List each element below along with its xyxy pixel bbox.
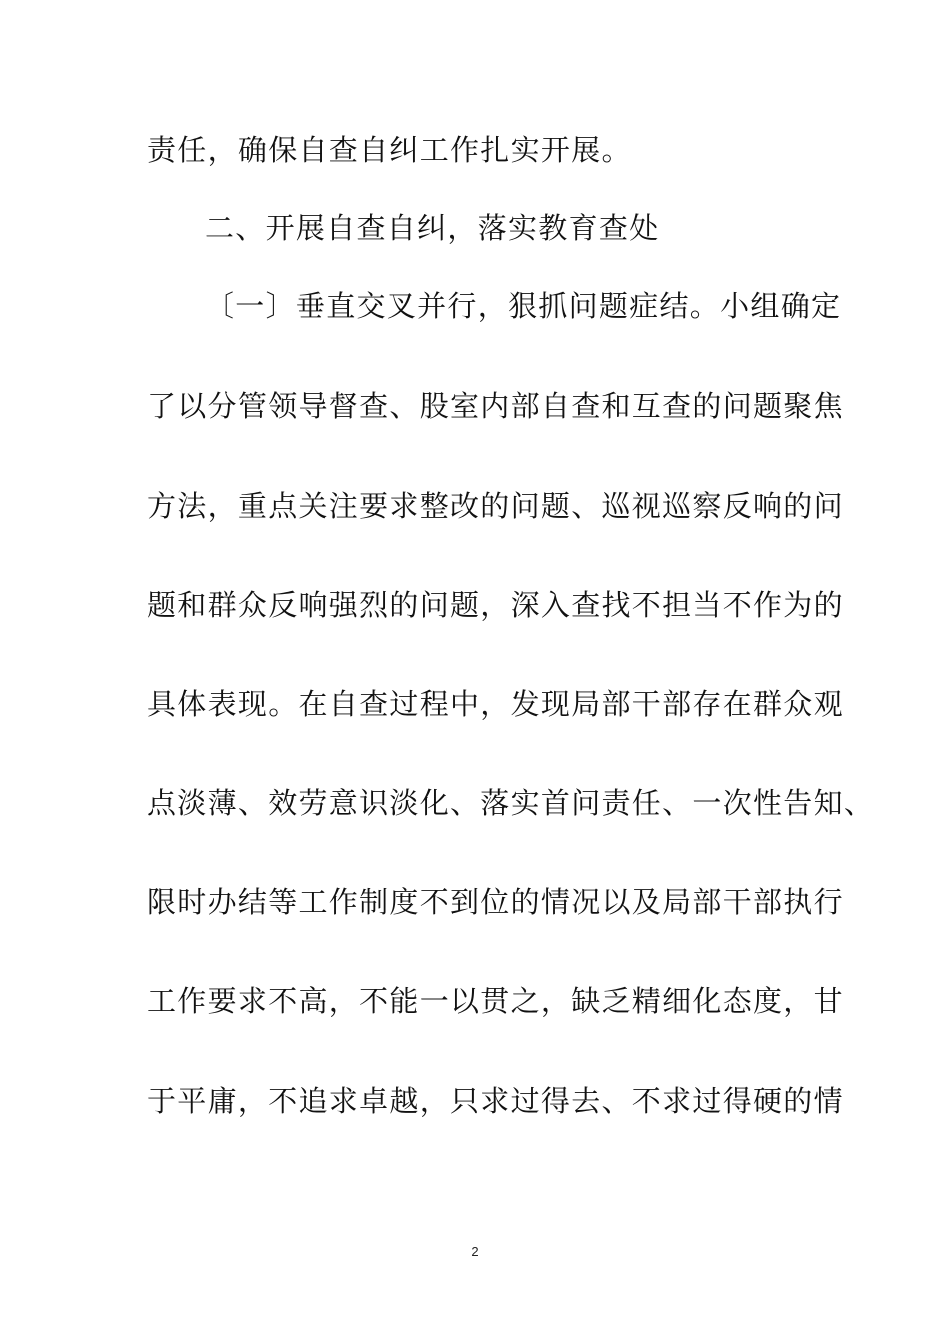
text-line: 〔一〕垂直交叉并行，狠抓问题症结。小组确定 <box>205 289 842 323</box>
text-line: 工作要求不高，不能一以贯之，缺乏精细化态度，甘 <box>147 984 844 1018</box>
text-line: 题和群众反响强烈的问题，深入查找不担当不作为的 <box>147 588 844 622</box>
text-line: 限时办结等工作制度不到位的情况以及局部干部执行 <box>147 885 844 919</box>
text-line: 了以分管领导督查、股室内部自查和互查的问题聚焦 <box>147 389 844 423</box>
page-number: 2 <box>471 1244 479 1259</box>
section-heading: 二、开展自查自纠，落实教育查处 <box>205 211 660 245</box>
text-line: 于平庸，不追求卓越，只求过得去、不求过得硬的情 <box>147 1084 844 1118</box>
text-line: 点淡薄、效劳意识淡化、落实首问责任、一次性告知、 <box>147 786 875 820</box>
text-line: 方法，重点关注要求整改的问题、巡视巡察反响的问 <box>147 489 844 523</box>
text-line: 责任，确保自查自纠工作扎实开展。 <box>147 133 632 167</box>
text-line: 具体表现。在自查过程中，发现局部干部存在群众观 <box>147 687 844 721</box>
